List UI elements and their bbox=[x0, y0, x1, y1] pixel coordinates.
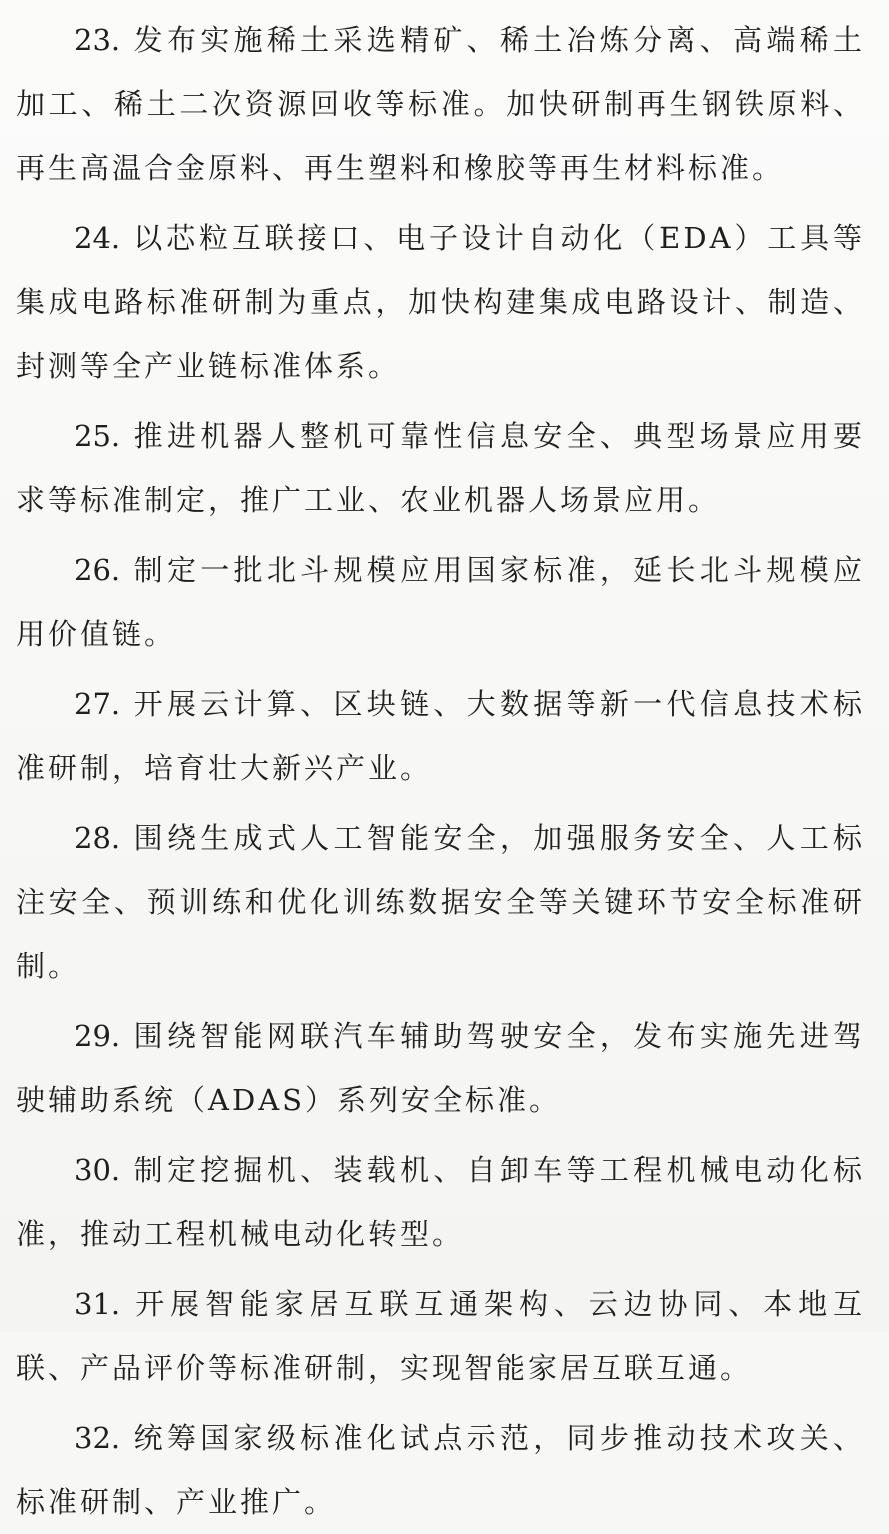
paragraph-text: 发布实施稀土采选精矿、稀土冶炼分离、高端稀土加工、稀土二次资源回收等标准。加快研制再生钢铁原料、再生高温合金原料、再生塑料和橡胶等再生材料标准。 bbox=[16, 23, 865, 185]
paragraph-24 bbox=[16, 206, 865, 398]
paragraph-number: 28. bbox=[74, 821, 121, 855]
paragraph-text: 围绕智能网联汽车辅助驾驶安全，发布实施先进驾驶辅助系统（ADAS）系列安全标准。 bbox=[16, 1019, 865, 1117]
paragraph-31 bbox=[16, 1272, 865, 1400]
paragraph-text: 推进机器人整机可靠性信息安全、典型场景应用要求等标准制定，推广工业、农业机器人场景应用。 bbox=[16, 419, 865, 517]
paragraph-text: 开展智能家居互联互通架构、云边协同、本地互联、产品评价等标准研制，实现智能家居互联互通。 bbox=[16, 1287, 865, 1385]
paragraph-text: 以芯粒互联接口、电子设计自动化（EDA）工具等集成电路标准研制为重点，加快构建集成电路设计、制造、封测等全产业链标准体系。 bbox=[16, 221, 865, 383]
paragraph-text: 制定一批北斗规模应用国家标准，延长北斗规模应用价值链。 bbox=[16, 553, 865, 651]
paragraph-number: 31. bbox=[74, 1287, 121, 1321]
paragraph-text: 统筹国家级标准化试点示范，同步推动技术攻关、标准研制、产业推广。 bbox=[16, 1421, 865, 1519]
paragraph-number: 32. bbox=[74, 1421, 121, 1455]
paragraph-28 bbox=[16, 806, 865, 998]
paragraph-text: 围绕生成式人工智能安全，加强服务安全、人工标注安全、预训练和优化训练数据安全等关键环节安全标准研制。 bbox=[16, 821, 865, 983]
paragraph-number: 30. bbox=[74, 1153, 121, 1187]
paragraph-23 bbox=[16, 8, 865, 200]
paragraph-number: 27. bbox=[74, 687, 121, 721]
paragraph-30 bbox=[16, 1138, 865, 1266]
paragraph-text: 开展云计算、区块链、大数据等新一代信息技术标准研制，培育壮大新兴产业。 bbox=[16, 687, 865, 785]
paragraph-number: 26. bbox=[74, 553, 121, 587]
paragraph-text: 制定挖掘机、装载机、自卸车等工程机械电动化标准，推动工程机械电动化转型。 bbox=[16, 1153, 865, 1251]
paragraph-number: 24. bbox=[74, 221, 121, 255]
paragraph-29 bbox=[16, 1004, 865, 1132]
paragraph-number: 25. bbox=[74, 419, 121, 453]
paragraph-25 bbox=[16, 404, 865, 532]
paragraph-27 bbox=[16, 672, 865, 800]
paragraph-number: 23. bbox=[74, 23, 121, 57]
paragraph-number: 29. bbox=[74, 1019, 121, 1053]
paragraph-26 bbox=[16, 538, 865, 666]
paragraph-32 bbox=[16, 1406, 865, 1534]
